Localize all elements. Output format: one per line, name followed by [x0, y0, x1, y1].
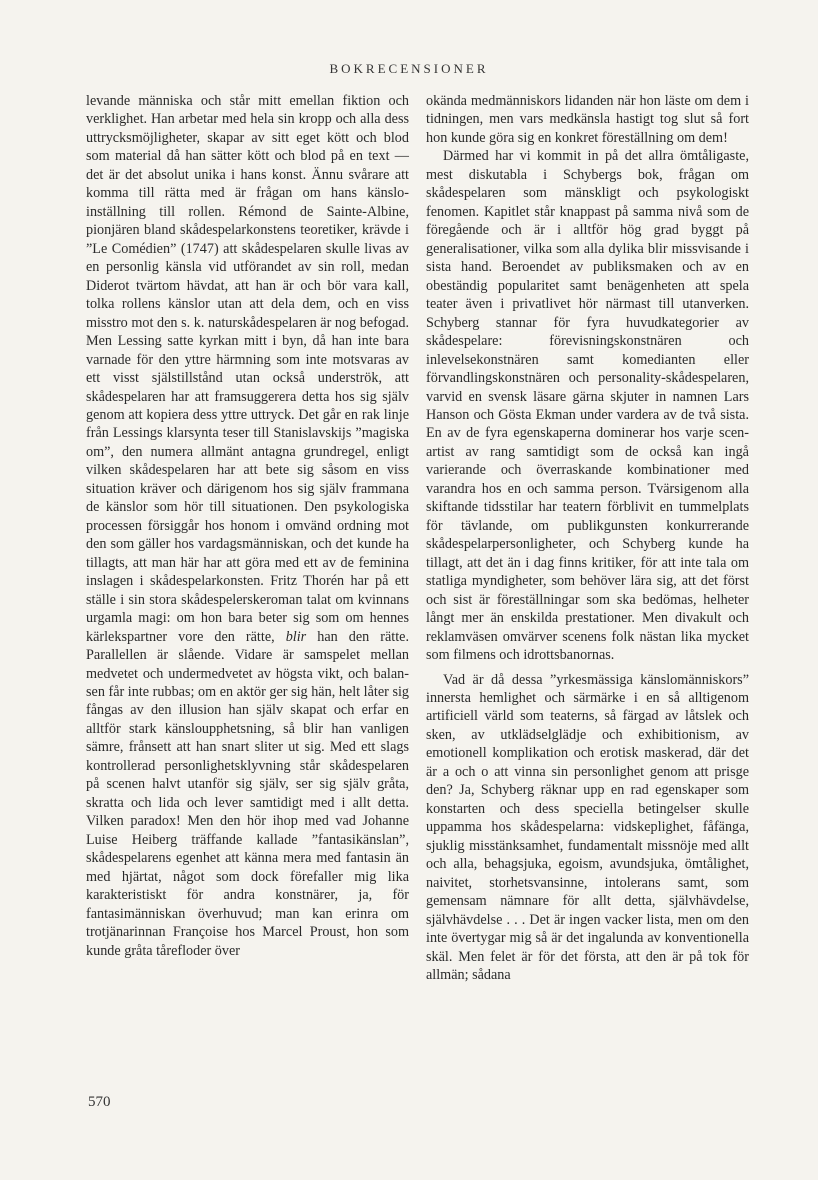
body-paragraph: Därmed har vi kommit in på det allra ömtåligaste, mest diskutabla i Schybergs bok, frågan om skådespelaren som mänskligt och psykologiskt fenomen. Kapitlet står knappast på samma nivå som de föregående och är i alltför hög grad byggt på generalisationer, vilka som alla dylika blir missvisande i sista hand. Beroendet av publiksmaken och av en obeständig popularitet samt benägenheten att spela teater även i privatlivet hör närmast till utanverken. Schyberg stannar för fyra huvudkategorier av skådespelare: förevisningskonstnären och inlevelsekonstnären samt komedianten eller förvandlingskonstnären och personality-skådespelaren, varvid en svensk läsare gärna skjuter in namnen Lars Hanson och Gösta Ekman under vardera av de två sista. En av de fyra egenskaperna dominerar hos varje scenartist av rang samtidigt som de också kan ingå varierande och överraskande kombinationer med varandra hos en och samma person. Tvärsigenom alla skiftande tidsstilar har teatern förblivit en tummelplats för tävlande, om publikgunsten konkurrerande skådespelarpersonligheter, och Schyberg kunde ha tillagt, att det än i dag finns kritiker, för att inte tala om statliga myndigheter, som behöver lära sig, att det först och sist är föreställningar som ska bedömas, helheter långt mer än enskilda prestationer. Men divakult och reklamväsen omvärver scenens folk nästan lika mycket som filmens och idrottsbanornas. — [426, 148, 749, 664]
paragraph-text: levande människa och står mitt emellan fiktion och verklighet. Han arbetar med hela sin kropp och alla dess uttrycksmöjligheter, skapar av sitt eget kött och blod som material då han sätter kött och blod på en text — det är det absolut unika i hans konst. Ännu svårare att komma till rätta med är frågan om hans känsloinställning till rollen. Rémond de Sainte-Albine, pionjären bland skådespelarkonstens teoretiker, krävde i ”Le Comédien” (1747) att skådespelaren skulle livas av en personlig känsla vid utförandet av sin roll, medan Diderot tvärtom hävdat, att han är och bör vara kall, tolka rollens känslor utan att dela dem, och en viss misstro mot den s. k. naturskådespelaren är nog befogad. Men Lessing satte kyrkan mitt i byn, då han inte bara varnade för den yttre härmning som inte motsvaras av ett visst själstillstånd utan också underströk, att skådespelaren har att framsuggerera detta hos sig själv genom att kopiera dess yttre uttryck. Det går en rak linje från Lessings klarsynta teser till Stanislavskijs ”magiska om”, den numera allmänt antagna grundregel, enligt vilken skådespelaren har att bete sig såsom en viss situation kräver och därigenom hos sig själv frammana de känslor som hör till situationen. Den psykologiska processen försiggår hos honom i omvänd ordning mot den som gäller hos vardagsmänniskan, och det kunde ha tillagts, att man här har att göra med ett av de feminina inslagen i skådespelarkonsten. Fritz Thorén har på ett ställe i sin stora skådespelerskeroman talat om kvinnans urgamla magi: om hon bara beter sig som om hennes kärlekspartner vore den rätte, — [86, 93, 409, 645]
right-column — [426, 92, 749, 985]
left-column — [86, 92, 409, 960]
page-number: 570 — [88, 1094, 111, 1110]
paragraph-text-continued: han den rätte. Parallellen är slående. Vidare är samspelet mellan medvetet och undermedvetet av högsta vikt, och balansen får inte rubbas; om en aktör ger sig hän, helt låter sig fångas av den illusion han själv skapat och erfar en alltför stark känsloupphetsning, så blir han vanligen sämre, frånsett att han snart sliter ut sig. Med ett slags kontrollerad personlighetsklyvning står skådespelaren på scenen halvt utanför sig själv, ser sig själv gråta, skratta och lida och lever samtidigt med i allt detta. Vilken paradox! Men den hör ihop med vad Johanne Luise Heiberg träffande kallade ”fantasikänslan”, skådespelarens egenhet att känna mera med fantasin än med hjärtat, något som dock förefaller mig lika karakteristiskt för andra konstnärer, ja, för fantasimänniskan överhuvud; man kan erinra om trotjänarinnan Françoise hos Marcel Proust, hon som kunde gråta tårefloder över — [86, 628, 410, 959]
body-paragraph: okända medmänniskors lidanden när hon läste om dem i tidningen, men vars medkänsla hastigt tog slut så fort hon kunde göra sig en konkret föreställning om dem! — [426, 93, 749, 146]
running-header: BOKRECENSIONER — [329, 61, 489, 76]
emphasized-word: blir — [285, 628, 307, 645]
body-paragraph — [86, 92, 409, 960]
body-paragraph: Vad är då dessa ”yrkesmässiga känslomänniskors” innersta hemlighet och särmärke i en så alltigenom artificiell värld som teaterns, så färgad av låtslek och sken, av utklädselglädje och exhibitionism, av emotionell komplikation och erotisk maskerad, där det är a och o att vinna sin personlighet genom att prisge den? Ja, Schyberg räknar upp en rad egenskaper som konstarten och dess speciella betingelser skulle uppamma hos skådespelarna: vidskeplighet, fåfänga, sjuklig misstänksamhet, fundamentalt missnöje med allt och alla, behagsjuka, egoism, avundsjuka, ömtålighet, naivitet, storhetsvansinne, intolerans samt, som gemensam nämnare för allt detta, självhävdelse, självhävdelse . . . Det är ingen vacker lista, men om den inte övertygar mig så är det ingalunda av konventionella skäl. Men felet är för det första, att den är på tok för allmän; sådana — [426, 671, 749, 984]
